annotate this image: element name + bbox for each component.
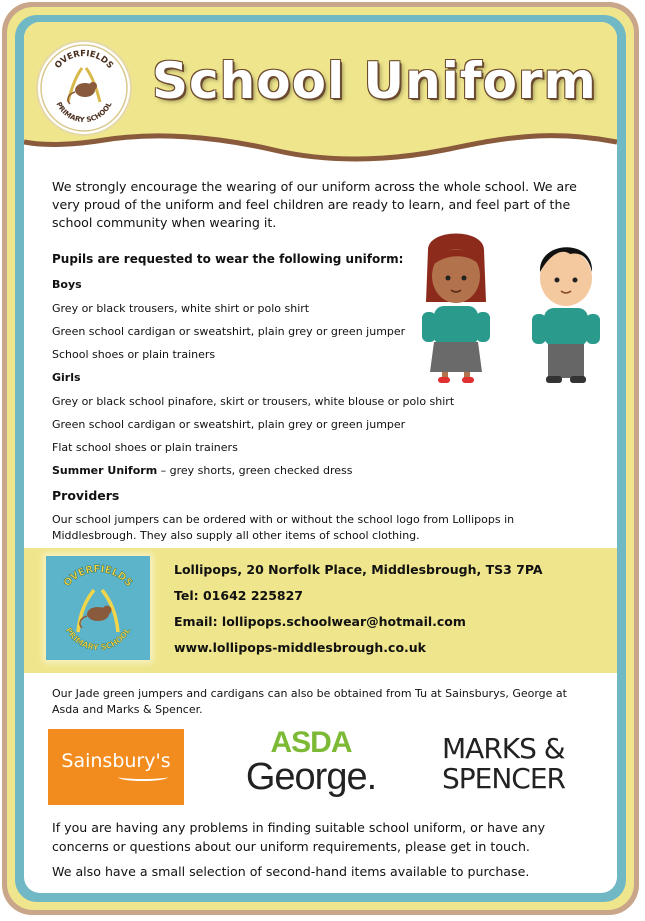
poster-content [24, 22, 617, 893]
boy-figure [532, 247, 600, 383]
summer-uniform-line [52, 464, 353, 477]
page-title: School Uniform [152, 52, 597, 110]
sainsburys-logo [48, 729, 184, 805]
school-logo-graphic [38, 42, 130, 134]
summer-uniform-label: Summer Uniform [52, 464, 158, 477]
ms-logo-line2: SPENCER [442, 762, 565, 795]
supplier-logo-text-top: OVERFIELDS [61, 563, 135, 589]
supplier-website: www.lollipops-middlesbrough.co.uk [174, 640, 426, 655]
supplier-email: Email: lollipops.schoolwear@hotmail.com [174, 614, 466, 629]
boys-item: School shoes or plain trainers [52, 348, 216, 361]
sainsburys-swoosh [118, 773, 168, 781]
girls-heading: Girls [52, 371, 81, 384]
george-logo-text: George. [245, 756, 377, 798]
girls-item: Flat school shoes or plain trainers [52, 441, 238, 454]
supplier-logo-text-bottom: PRIMARY SCHOOL [63, 626, 133, 653]
supplier-logo-graphic [46, 556, 150, 660]
boys-heading: Boys [52, 278, 82, 291]
girl-figure [422, 234, 490, 384]
boys-item: Green school cardigan or sweatshirt, plain grey or green jumper [52, 325, 406, 338]
header [24, 22, 617, 182]
marks-spencer-logo [442, 734, 592, 794]
boys-item: Grey or black trousers, white shirt or polo shirt [52, 302, 310, 315]
request-heading: Pupils are requested to wear the following uniform: [52, 252, 404, 266]
supplier-address: Lollipops, 20 Norfolk Place, Middlesbrough, TS3 7PA [174, 562, 543, 577]
ms-logo-line1: MARKS & [442, 732, 565, 765]
supplier-tel: Tel: 01642 225827 [174, 588, 304, 603]
children-illustration [416, 230, 606, 385]
asda-george-logo [236, 728, 386, 796]
providers-paragraph: Our school jumpers can be ordered with or without the school logo from Lollipops in Middlesbrough. They also supply all other items of school clothing. [52, 513, 515, 542]
girls-item: Green school cardigan or sweatshirt, plain grey or green jumper [52, 418, 406, 431]
logo-text-bottom: PRIMARY SCHOOL [54, 100, 114, 125]
providers-heading: Providers [52, 488, 120, 503]
logo-text-top: OVERFIELDS [53, 48, 115, 71]
closing-paragraph: If you are having any problems in finding suitable school uniform, or have any concerns or questions about our uniform requirements, please get in touch. [52, 820, 546, 854]
supplier-logo [46, 556, 150, 660]
jade-paragraph: Our Jade green jumpers and cardigans can also be obtained from Tu at Sainsburys, George at Asda and Marks & Spencer. [52, 687, 567, 716]
second-hand-note: We also have a small selection of second-hand items available to purchase. [52, 864, 530, 879]
sainsburys-logo-text: Sainsbury's [61, 750, 171, 772]
summer-uniform-text: – grey shorts, green checked dress [157, 464, 353, 477]
school-logo [36, 40, 132, 136]
intro-paragraph: We strongly encourage the wearing of our uniform across the whole school. We are very proud of the uniform and feel children are ready to learn, and feel part of the school community when wearing it. [52, 179, 577, 230]
girls-item: Grey or black school pinafore, skirt or trousers, white blouse or polo shirt [52, 395, 455, 408]
asda-logo-text: ASDA [270, 726, 352, 759]
